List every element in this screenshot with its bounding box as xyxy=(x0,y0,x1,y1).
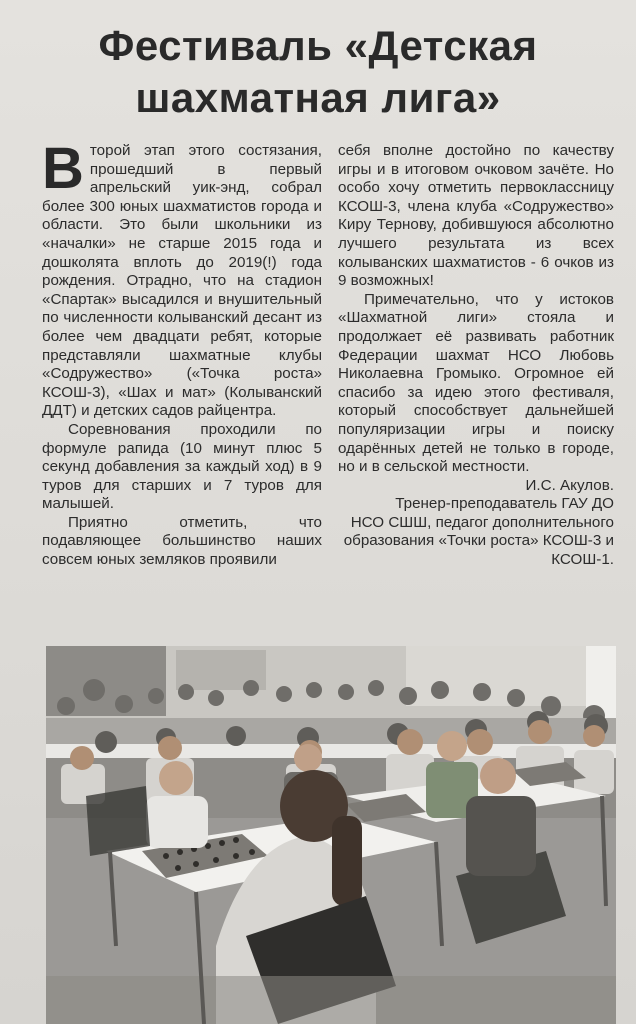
article-column-right xyxy=(338,142,614,570)
paragraph-4: себя вполне достойно по качеству игры и в итоговом очковом зачёте. Но особо хочу отметить первоклассницу КСОШ-3, члена клуба «Содружество» Киру Тернову, добившуюся абсолютно лучшего результата из всех колыванских шахматистов - 6 очков из 9 возможных! xyxy=(338,142,614,290)
paragraph-2: Соревнования проходили по формуле рапида (10 минут плюс 5 секунд добавления за каждый ход) в 9 туров для старших и 7 туров для малышей. xyxy=(42,420,322,513)
headline-line-1: Фестиваль «Детская xyxy=(98,22,538,69)
article-column-left xyxy=(42,136,322,570)
author-signature: И.С. Акулов. xyxy=(525,476,614,494)
paragraph-1 xyxy=(42,136,322,421)
paragraph-1-text: торой этап этого состязания, прошедший в первый апрельский уик-энд, собрал более 300 юных шахматистов города и области. Это были школьники из «началки» не старше 2015 года и дошколята вплоть до 2019(!) года рождения. Отрадно, что на стадион «Спартак» высадился и внушительный по численности колыванский десант из более чем двадцати ребят, которые представляли шахматные клубы «Содружество» («Точка роста» КСОШ-3), «Шах и мат» (Колыванский ДДТ) и детских садов райцентра. xyxy=(42,142,322,420)
article-headline xyxy=(20,20,616,124)
drop-cap: В xyxy=(42,136,84,201)
photo-illustration xyxy=(46,646,616,1024)
paragraph-3: Приятно отметить, что подавляющее большинство наших совсем юных земляков проявили xyxy=(42,513,322,569)
paragraph-5: Примечательно, что у истоков «Шахматной лиги» стояла и продолжает её развивать работник Федерации шахмат НСО Любовь Николаевна Громыко. Огромное ей спасибо за идею этого фестиваля, который способствует дальнейшей популяризации игры и поиску одарённых детей не только в городе, но и в сельской местности. xyxy=(338,290,614,476)
author-role: Тренер-преподаватель ГАУ ДО НСО СШШ, педагог дополнительного образования «Точки роста» КСОШ-3 и КСОШ-1. xyxy=(343,495,614,569)
chess-tournament-photo xyxy=(46,646,616,1024)
headline-line-2: шахматная лига» xyxy=(135,74,501,121)
